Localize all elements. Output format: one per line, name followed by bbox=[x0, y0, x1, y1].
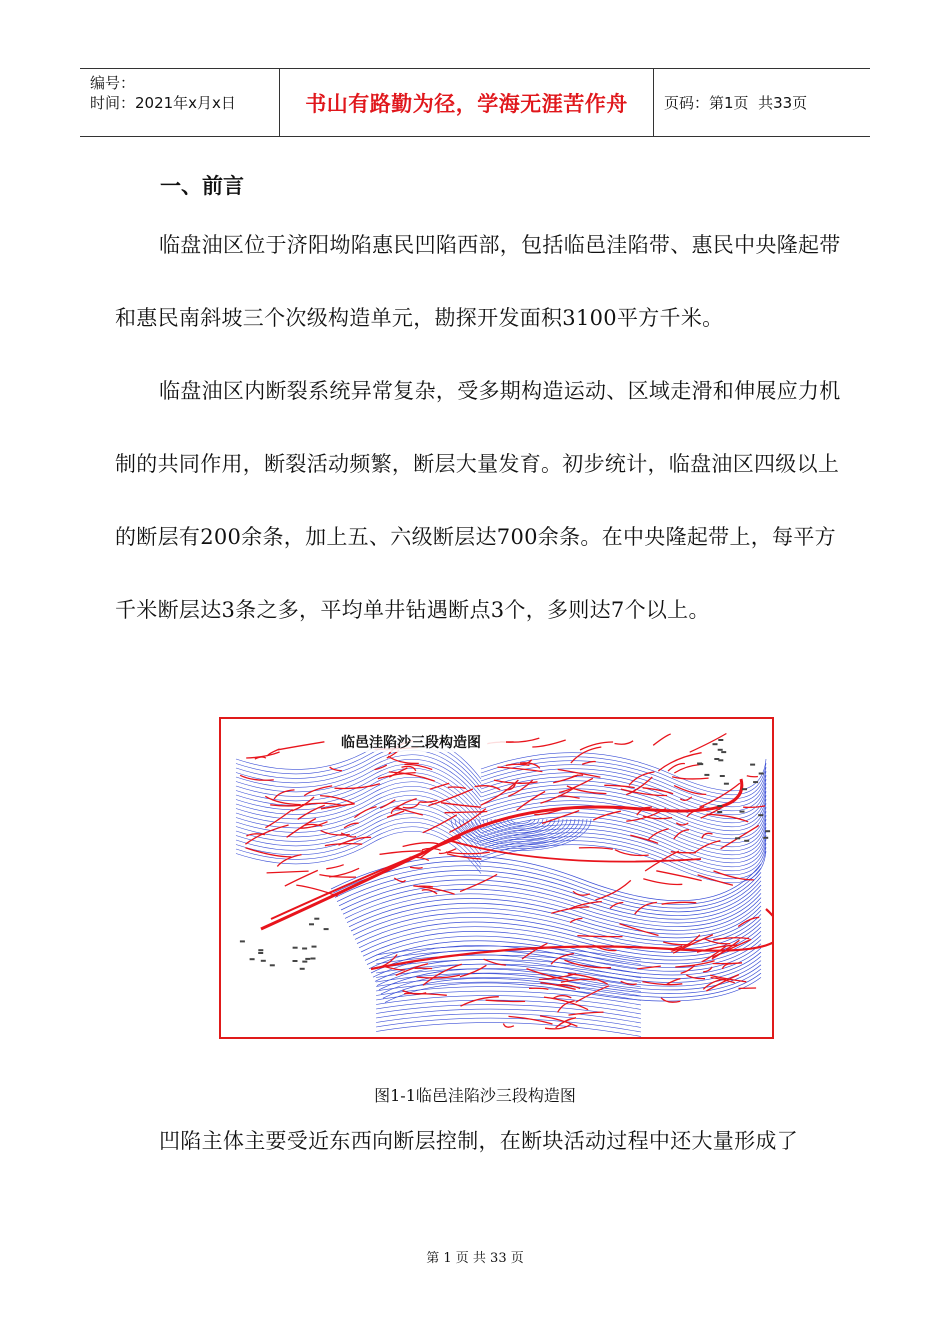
structure-map-figure bbox=[219, 717, 774, 1039]
fault-line bbox=[554, 996, 572, 998]
well-marker bbox=[704, 774, 709, 776]
fault-line bbox=[667, 979, 681, 985]
well-marker bbox=[717, 811, 722, 813]
fault-line bbox=[517, 792, 546, 811]
fault-line bbox=[448, 787, 466, 788]
well-marker bbox=[250, 958, 255, 960]
contour-line bbox=[236, 813, 481, 855]
fault-line bbox=[380, 851, 424, 854]
well-marker bbox=[714, 758, 719, 760]
fault-line bbox=[330, 767, 342, 771]
fault-line bbox=[460, 965, 487, 977]
well-marker bbox=[763, 837, 768, 839]
contour-line bbox=[376, 1014, 641, 1028]
contour-line bbox=[376, 1009, 641, 1023]
contour-line bbox=[376, 1023, 641, 1037]
well-marker bbox=[302, 948, 307, 950]
well-marker bbox=[717, 805, 722, 807]
fault-line bbox=[593, 811, 621, 820]
map-title: 临邑洼陷沙三段构造图 bbox=[341, 735, 481, 751]
well-marker bbox=[744, 840, 749, 842]
paragraph-faults: 临盘油区内断裂系统异常复杂，受多期构造运动、区域走滑和伸展应力机制的共同作用，断裂活动频繁，断层大量发育。初步统计，临盘油区四级以上的断层有200余条，加上五、六级断层达700余条。在中央隆起带上，每平方千米断层达3条之多，平均单井钻遇断点3个，多则达7个以上。 bbox=[115, 379, 841, 622]
well-marker bbox=[311, 958, 316, 960]
header-page-info-cell bbox=[654, 69, 870, 136]
fault-line bbox=[582, 761, 596, 764]
well-marker bbox=[697, 763, 702, 765]
fault-line bbox=[668, 764, 685, 771]
well-marker bbox=[718, 739, 723, 741]
fault-line bbox=[325, 844, 362, 846]
well-marker bbox=[312, 946, 317, 948]
document-number-label: 编号： bbox=[90, 74, 136, 92]
header-motto: 书山有路勤为径，学海无涯苦作舟 bbox=[280, 69, 654, 136]
well-marker bbox=[240, 940, 245, 942]
contour-line bbox=[376, 951, 641, 965]
fault-line bbox=[558, 769, 601, 777]
fault-line bbox=[278, 742, 325, 750]
contour-line bbox=[236, 827, 481, 869]
fault-line bbox=[304, 786, 332, 796]
fault-line bbox=[285, 870, 318, 886]
well-marker bbox=[740, 811, 745, 813]
fault-line bbox=[296, 885, 338, 896]
figure-caption: 图1-1临邑洼陷沙三段构造图 bbox=[374, 1086, 576, 1105]
fault-line bbox=[580, 742, 613, 750]
contour-line bbox=[376, 996, 641, 1010]
well-marker bbox=[759, 773, 764, 775]
fault-line bbox=[329, 868, 359, 877]
well-marker bbox=[753, 781, 758, 783]
well-marker bbox=[293, 960, 298, 962]
header-table bbox=[80, 68, 870, 137]
well-marker bbox=[300, 968, 305, 970]
contour-line bbox=[345, 889, 761, 927]
contour-line bbox=[357, 917, 761, 949]
fault-line bbox=[579, 848, 613, 850]
well-marker bbox=[314, 918, 319, 920]
well-marker bbox=[765, 830, 770, 832]
fault-line bbox=[658, 753, 701, 771]
well-marker bbox=[270, 964, 275, 966]
fault-line bbox=[326, 865, 343, 869]
fault-line bbox=[703, 967, 712, 972]
fault-line bbox=[404, 993, 447, 995]
fault-line bbox=[503, 1024, 514, 1028]
well-marker bbox=[309, 923, 314, 925]
fault-line bbox=[615, 850, 649, 856]
well-marker bbox=[750, 764, 755, 766]
well-marker bbox=[721, 751, 726, 753]
well-marker bbox=[302, 961, 307, 963]
well-marker bbox=[758, 814, 763, 816]
fault-line bbox=[267, 871, 309, 873]
header-left-cell bbox=[80, 69, 280, 136]
contour-line bbox=[376, 1018, 641, 1032]
fault-line bbox=[653, 734, 671, 745]
fault-line bbox=[410, 867, 423, 868]
well-marker bbox=[742, 788, 747, 790]
well-marker bbox=[713, 743, 718, 745]
well-marker bbox=[258, 949, 263, 951]
fault-line bbox=[335, 784, 380, 789]
fault-line bbox=[354, 807, 376, 818]
well-marker bbox=[724, 783, 729, 785]
fault-line bbox=[498, 767, 543, 772]
fault-line bbox=[529, 988, 548, 989]
well-marker bbox=[720, 775, 725, 777]
page-footer: 第 1 页 共 33 页 bbox=[426, 1251, 524, 1266]
well-marker bbox=[258, 952, 263, 954]
paragraph-continuation: 凹陷主体主要受近东西向断层控制，在断块活动过程中还大量形成了 bbox=[159, 1129, 798, 1153]
fault-line bbox=[643, 879, 682, 885]
well-marker bbox=[305, 958, 310, 960]
well-marker bbox=[718, 749, 723, 751]
fault-line bbox=[615, 741, 634, 744]
fault-line bbox=[403, 843, 439, 847]
paragraph-intro: 临盘油区位于济阳坳陷惠民凹陷西部，包括临邑洼陷带、惠民中央隆起带和惠民南斜坡三个次级构造单元，勘探开发面积3100平方千米。 bbox=[115, 233, 841, 330]
fault-line bbox=[532, 740, 565, 747]
contour-line bbox=[236, 831, 481, 873]
fault-line bbox=[506, 764, 530, 765]
well-marker bbox=[293, 947, 298, 949]
fault-line bbox=[674, 765, 699, 773]
fault-line bbox=[676, 823, 688, 825]
fault-lines bbox=[240, 734, 772, 1029]
structure-map-image bbox=[221, 719, 772, 1037]
well-marker bbox=[324, 928, 329, 930]
fault-line bbox=[695, 841, 721, 853]
header-page-info: 页码：第1页 共33页 bbox=[664, 94, 808, 112]
fault-line bbox=[577, 936, 622, 937]
fault-line bbox=[430, 783, 450, 789]
well-marker bbox=[735, 837, 740, 839]
section-heading: 一、前言 bbox=[160, 174, 244, 198]
document-time-label: 时间：2021年x月x日 bbox=[90, 94, 236, 112]
well-marker bbox=[261, 960, 266, 962]
fault-line bbox=[747, 776, 758, 777]
fault-line bbox=[274, 790, 294, 799]
fault-line bbox=[661, 998, 680, 1002]
fault-line bbox=[698, 875, 733, 885]
